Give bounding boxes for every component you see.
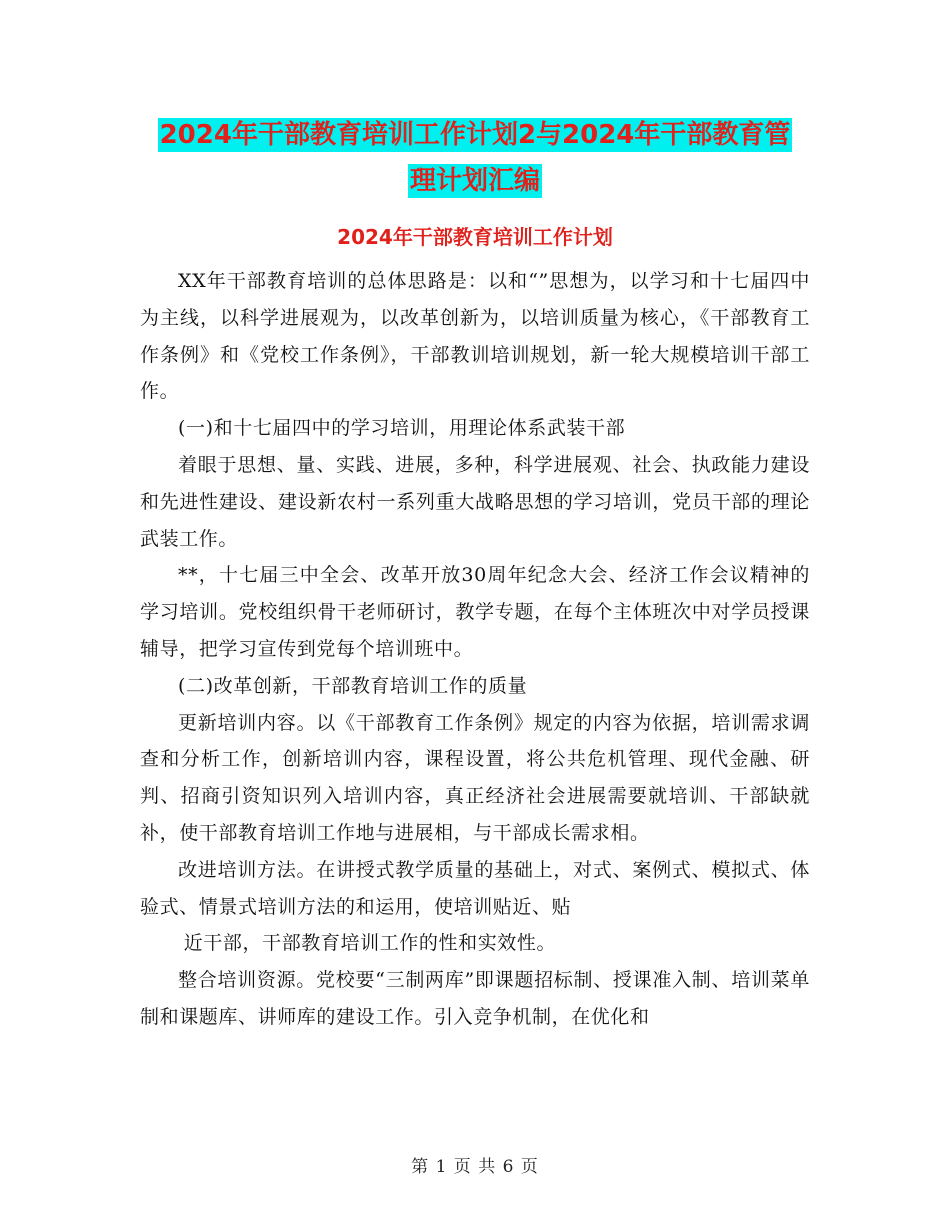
- page-number: 第 1 页 共 6 页: [411, 1157, 539, 1177]
- paragraph-integrate-resources: 整合培训资源。党校要“三制两库”即课题招标制、授课准入制、培训菜单制和课题库、讲师库的建设工作。引入竞争机制，在优化和: [140, 969, 810, 1028]
- paragraph-improve-methods: 改进培训方法。在讲授式教学质量的基础上，对式、案例式、模拟式、体验式、情景式培训方法的和运用，使培训贴近、贴: [140, 858, 810, 918]
- paragraph-continuation: 近干部，干部教育培训工作的性和实效性。: [183, 932, 557, 955]
- section-title: 2024年干部教育培训工作计划: [337, 225, 613, 249]
- paragraph-heading-1: (一)和十七届四中的学习培训，用理论体系武装干部: [178, 417, 626, 440]
- document-title: [140, 112, 810, 204]
- paragraph-plenary-study: **，十七届三中全会、改革开放30周年纪念大会、经济工作会议精神的学习培训。党校组织骨干老师研讨，教学专题，在每个主体班次中对学员授课辅导，把学习宣传到党每个培训班中。: [140, 564, 810, 660]
- title-line-1: 2024年干部教育培训工作计划2与2024年干部教育管: [159, 120, 791, 150]
- paragraph-overview: XX年干部教育培训的总体思路是：以和“”思想为，以学习和十七届四中为主线，以科学进展观为，以改革创新为，以培训质量为核心，《干部教育工作条例》和《党校工作条例》，干部教训培训规划，新一轮大规模培训干部工作。: [140, 270, 810, 403]
- paragraph-heading-2: (二)改革创新，干部教育培训工作的质量: [178, 674, 528, 697]
- paragraph-theory-study: 着眼于思想、量、实践、进展，多种，科学进展观、社会、执政能力建设和先进性建设、建设新农村一系列重大战略思想的学习培训，党员干部的理论武装工作。: [140, 453, 810, 550]
- document-body: [140, 263, 810, 1036]
- paragraph-update-content: 更新培训内容。以《干部教育工作条例》规定的内容为依据，培训需求调查和分析工作，创新培训内容，课程设置，将公共危机管理、现代金融、研判、招商引资知识列入培训内容，真正经济社会进展需要就培训、干部缺就补，使干部教育培训工作地与进展相，与干部成长需求相。: [140, 711, 810, 844]
- title-line-2: 理计划汇编: [409, 166, 540, 196]
